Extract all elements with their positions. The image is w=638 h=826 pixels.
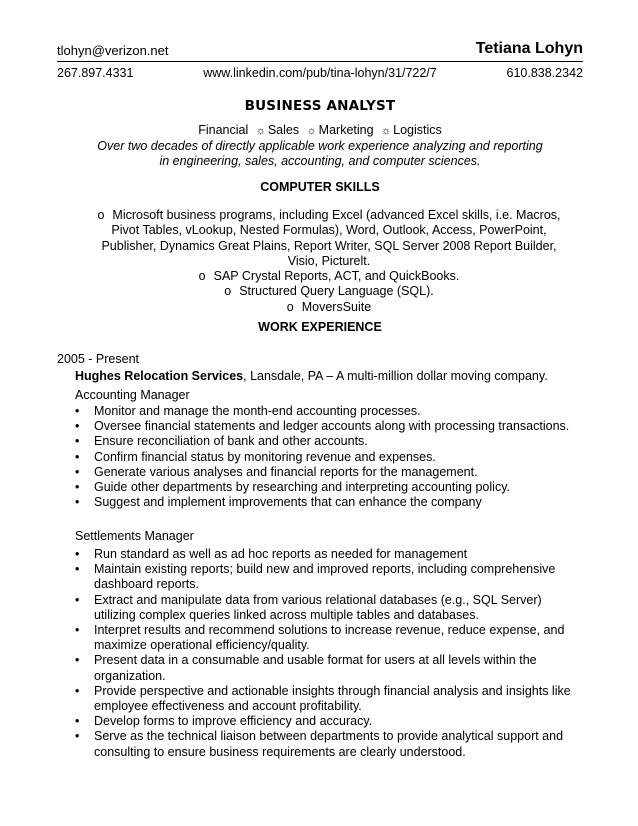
list-item: • Monitor and manage the month-end accounting processes. xyxy=(75,404,578,419)
circle-bullet-icon: o xyxy=(286,299,294,314)
skills-heading: COMPUTER SKILLS xyxy=(260,180,380,194)
role-title: Accounting Manager xyxy=(75,388,190,402)
list-item: • Suggest and implement improvements that can enhance the company xyxy=(75,495,578,510)
skill-item: o Structured Query Language (SQL). xyxy=(224,284,434,299)
focus-area: Logistics xyxy=(393,123,442,137)
list-item: • Provide perspective and actionable insights through financial analysis and insights like employee effectiveness and account profitability. xyxy=(75,684,578,714)
skills-list xyxy=(90,208,568,315)
header-contact-row xyxy=(57,66,583,80)
list-item: • Oversee financial statements and ledger accounts along with processing transactions. xyxy=(75,419,578,434)
list-item: • Ensure reconciliation of bank and other accounts. xyxy=(75,434,578,449)
company-name: Hughes Relocation Services xyxy=(75,369,244,383)
candidate-name: Tetiana Lohyn xyxy=(475,40,583,57)
focus-areas xyxy=(57,123,583,137)
circle-bullet-icon: o xyxy=(198,269,206,284)
skill-item: o SAP Crystal Reports, ACT, and QuickBooks. xyxy=(198,269,460,284)
phone-secondary: 610.838.2342 xyxy=(506,66,583,80)
skill-item: o MoversSuite xyxy=(286,299,372,314)
role-title: Settlements Manager xyxy=(75,529,194,543)
summary xyxy=(57,139,583,169)
list-item: • Run standard as well as ad hoc reports as needed for management xyxy=(75,547,578,562)
list-item: • Maintain existing reports; build new and improved reports, including comprehensive dashboard reports. xyxy=(75,562,578,592)
skill-item: o Microsoft business programs, including Excel (advanced Excel skills, i.e. Macros, Pivot Tables, vLookup, Nested Formulas), Word, Outlook, Access, PowerPoint, Publisher, Dynamics Great Plains, Report Writer, SQL Server 2008 Report Builder, Visio, Picturelt. xyxy=(97,208,561,268)
company-description: , Lansdale, PA – A multi-million dollar moving company. xyxy=(243,369,548,383)
role-bullets xyxy=(75,547,578,760)
linkedin-url[interactable]: www.linkedin.com/pub/tina-lohyn/31/722/7 xyxy=(203,66,437,80)
company-line xyxy=(75,369,548,383)
circle-bullet-icon: o xyxy=(224,284,232,299)
work-heading: WORK EXPERIENCE xyxy=(258,320,382,334)
sun-icon: ☼ xyxy=(306,125,317,137)
list-item: • Confirm financial status by monitoring revenue and expenses. xyxy=(75,450,578,465)
phone-primary: 267.897.4331 xyxy=(57,66,134,80)
job-title: BUSINESS ANALYST xyxy=(244,98,396,114)
list-item: • Generate various analyses and financial reports for the management. xyxy=(75,465,578,480)
email[interactable]: tlohyn@verizon.net xyxy=(57,43,169,58)
list-item: • Extract and manipulate data from various relational databases (e.g., SQL Server) utilizing complex queries linked across multiple tables and databases. xyxy=(75,593,578,623)
list-item: • Present data in a consumable and usable format for users at all levels within the organization. xyxy=(75,653,578,683)
header-divider xyxy=(57,61,583,62)
focus-area: Financial xyxy=(198,123,249,137)
focus-area: Marketing xyxy=(318,123,374,137)
list-item: • Serve as the technical liaison between departments to provide analytical support and consulting to ensure business requirements are clearly understood. xyxy=(75,729,578,759)
focus-area: Sales xyxy=(267,123,300,137)
role-bullets xyxy=(75,404,578,510)
circle-bullet-icon: o xyxy=(97,208,105,222)
summary-line: Over two decades of directly applicable work experience analyzing and reporting xyxy=(97,139,543,153)
sun-icon: ☼ xyxy=(255,125,266,137)
list-item: • Guide other departments by researching and interpreting accounting policy. xyxy=(75,480,578,495)
header-top-row xyxy=(57,38,583,58)
summary-line: in engineering, sales, accounting, and computer sciences. xyxy=(159,154,481,168)
employment-dates: 2005 - Present xyxy=(57,352,139,366)
list-item: • Develop forms to improve efficiency and accuracy. xyxy=(75,714,578,729)
list-item: • Interpret results and recommend solutions to increase revenue, reduce expense, and maximize operational efficiency/quality. xyxy=(75,623,578,653)
sun-icon: ☼ xyxy=(381,125,392,137)
